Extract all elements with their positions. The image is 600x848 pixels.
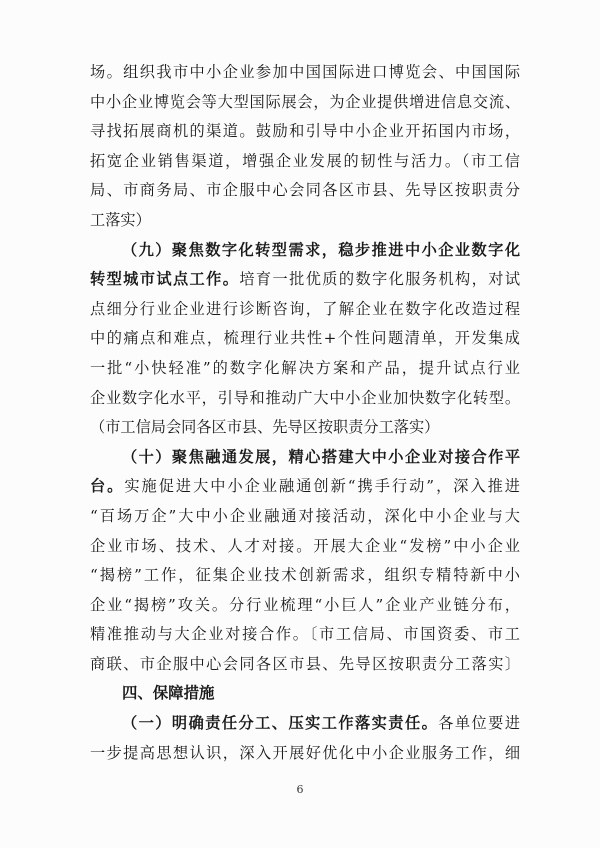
text-line: 企业“揭榜”攻关。分行业梳理“小巨人”企业产业链分布， [90, 595, 520, 614]
paragraph-heading: （九）聚焦数字化转型需求，稳步推进中小企业数字化 [122, 240, 520, 259]
document-body [90, 58, 520, 768]
text-line: 中小企业博览会等大型国际展会，为企业提供增进信息交流、 [90, 92, 520, 111]
text-line: 中的痛点和难点，梳理行业共性+个性问题清单，开发集成 [90, 329, 520, 348]
text-fragment: 培育一批优质的数字化服务机构，对试 [239, 270, 520, 289]
text-line [90, 265, 520, 295]
paragraph-heading-tail: 转型城市试点工作。 [90, 270, 240, 289]
paragraph-measures-one [90, 709, 520, 768]
text-line [90, 472, 520, 502]
text-line: 企业市场、技术、人才对接。开展大企业“发榜”中小企业 [90, 536, 520, 555]
paragraph-continuation [90, 58, 520, 236]
text-line: 一批“小快轻准”的数字化解决方案和产品，提升试点行业 [90, 358, 520, 377]
text-line: 精准推动与大企业对接合作。〔市工信局、市国资委、市工 [90, 625, 520, 644]
text-line: 拓宽企业销售渠道，增强企业发展的韧性与活力。（市工信 [90, 151, 520, 170]
text-line: 企业数字化水平，引导和推动广大中小企业加快数字化转型。 [90, 388, 520, 407]
text-fragment: 实施促进大中小企业融通创新“携手行动”，深入推进 [124, 477, 520, 496]
text-line: （市工信局会同各区市县、先导区按职责分工落实） [90, 418, 440, 437]
text-line: 局、市商务局、市企服中心会同各区市县、先导区按职责分 [90, 181, 520, 200]
paragraph-heading-tail: 台。 [90, 477, 125, 496]
paragraph-heading: （十）聚焦融通发展，精心搭建大中小企业对接合作平 [122, 447, 520, 466]
page-number: 6 [296, 783, 304, 796]
paragraph-ten [90, 443, 520, 680]
text-fragment: 各单位要进 [438, 714, 520, 733]
text-line: “百场万企”大中小企业融通对接活动，深化中小企业与大 [90, 506, 520, 525]
text-line: 点细分行业企业进行诊断咨询，了解企业在数字化改造过程 [90, 299, 520, 318]
text-line: 寻找拓展商机的渠道。鼓励和引导中小企业开拓国内市场， [90, 122, 520, 141]
text-line [90, 709, 520, 739]
section-heading: 四、保障措施 [122, 684, 215, 703]
text-line: 工落实） [90, 210, 151, 229]
text-line: 场。组织我市中小企业参加中国国际进口博览会、中国国际 [90, 63, 520, 81]
paragraph-nine [90, 236, 520, 443]
text-line: “揭榜”工作，征集企业技术创新需求，组织专精特新中小 [90, 566, 520, 585]
paragraph-heading: （一）明确责任分工、压实工作落实责任。 [122, 714, 439, 733]
text-line: 一步提高思想认识，深入开展好优化中小企业服务工作，细 [90, 743, 520, 762]
text-line: 商联、市企服中心会同各区市县、先导区按职责分工落实〕 [90, 654, 520, 673]
